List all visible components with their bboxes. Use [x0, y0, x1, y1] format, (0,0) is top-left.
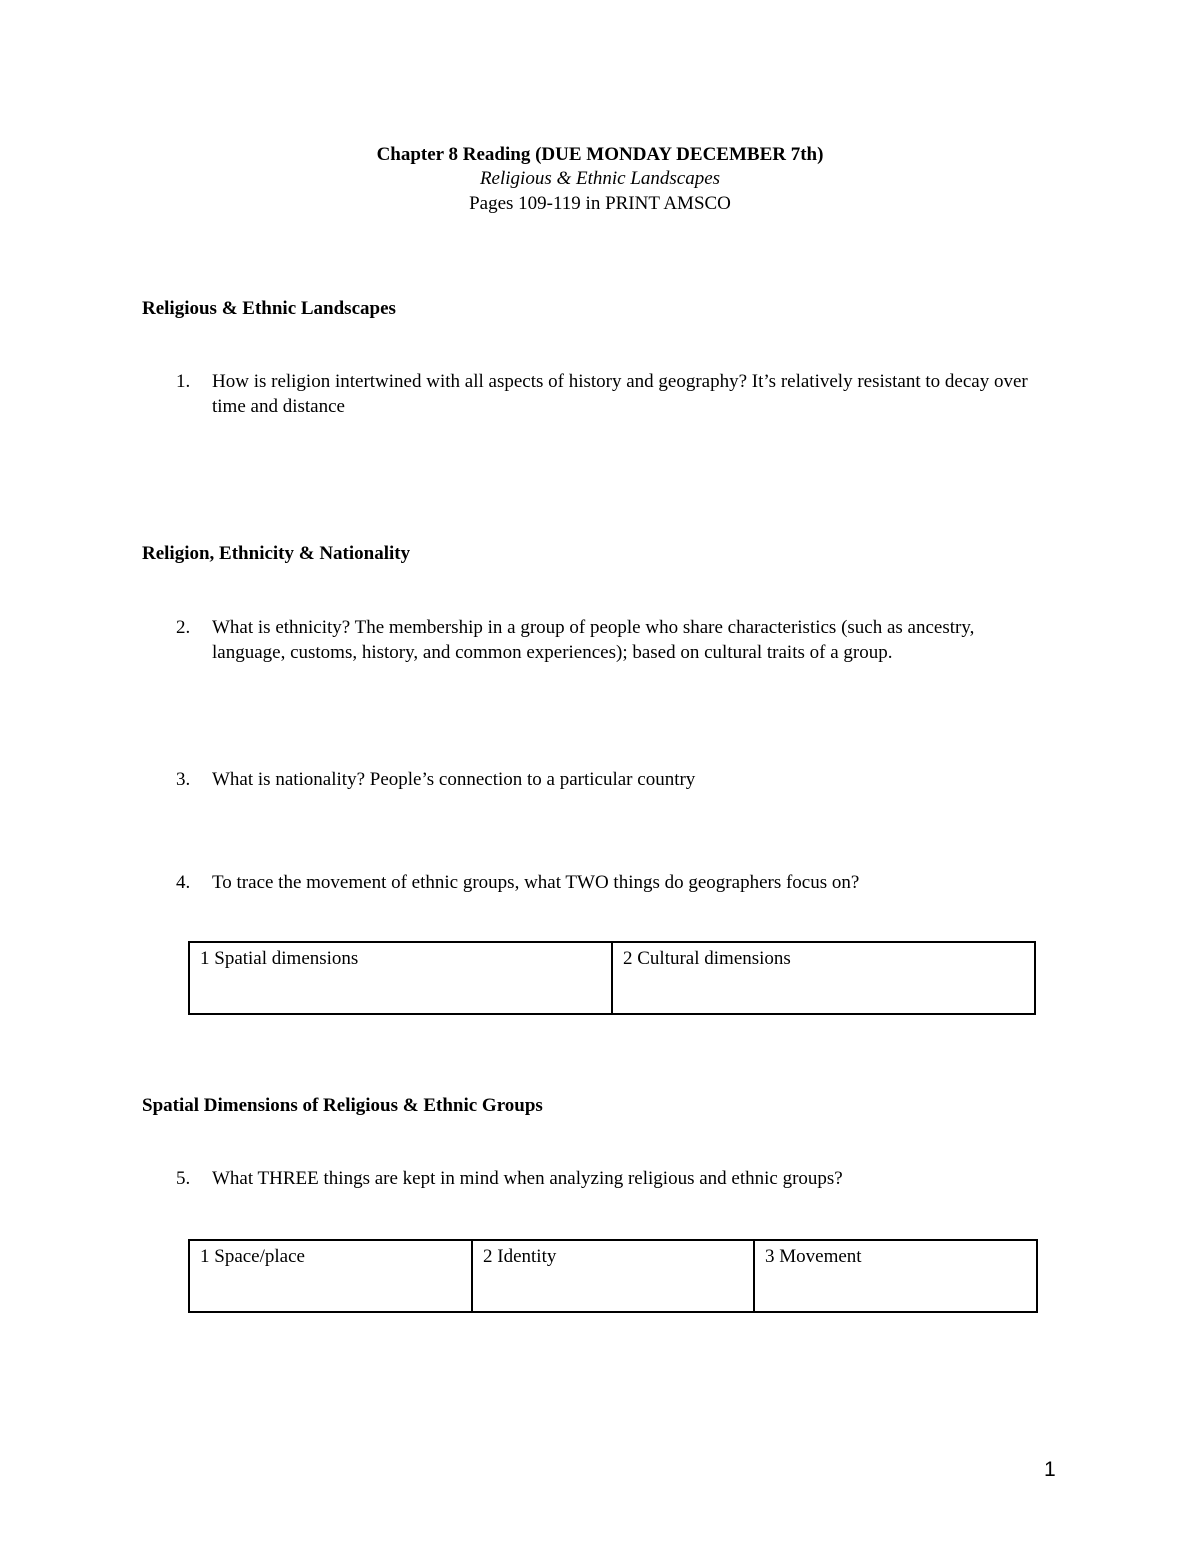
question-2-text: What is ethnicity? The membership in a group of people who share characteristics (such as ancestry, language, customs, history, and common experiences); based on cultural traits of a group. — [212, 617, 975, 663]
question-5-number: 5. — [176, 1168, 191, 1189]
answer-cell-identity: 2 Identity — [472, 1240, 754, 1312]
question-5-text: What THREE things are kept in mind when analyzing religious and ethnic groups? — [212, 1168, 843, 1189]
answer-cell-movement: 3 Movement — [754, 1240, 1037, 1312]
answer-cell-space-place: 1 Space/place — [189, 1240, 472, 1312]
section-heading-religious-ethnic-landscapes: Religious & Ethnic Landscapes — [142, 298, 396, 319]
question-3-text: What is nationality? People’s connection to a particular country — [212, 769, 696, 790]
document-title: Chapter 8 Reading (DUE MONDAY DECEMBER 7th) — [376, 144, 824, 165]
document-subtitle: Religious & Ethnic Landscapes — [479, 168, 721, 189]
question-1-text: How is religion intertwined with all aspects of history and geography? It’s relatively resistant to decay over time and distance — [212, 371, 1028, 417]
question-3-number: 3. — [176, 769, 191, 790]
question-4-text: To trace the movement of ethnic groups, what TWO things do geographers focus on? — [212, 872, 860, 893]
question-4-answer-table — [188, 941, 1036, 1015]
answer-cell-spatial-dimensions: 1 Spatial dimensions — [189, 942, 612, 1014]
question-5-answer-table — [188, 1239, 1038, 1313]
page-number: 1 — [1044, 1458, 1056, 1481]
section-heading-religion-ethnicity-nationality: Religion, Ethnicity & Nationality — [142, 543, 411, 564]
question-2-number: 2. — [176, 617, 191, 638]
section-heading-spatial-dimensions: Spatial Dimensions of Religious & Ethnic Groups — [142, 1095, 543, 1116]
answer-cell-cultural-dimensions: 2 Cultural dimensions — [612, 942, 1035, 1014]
question-4-number: 4. — [176, 872, 191, 893]
question-1-number: 1. — [176, 371, 191, 392]
page-reference: Pages 109-119 in PRINT AMSCO — [469, 193, 731, 214]
